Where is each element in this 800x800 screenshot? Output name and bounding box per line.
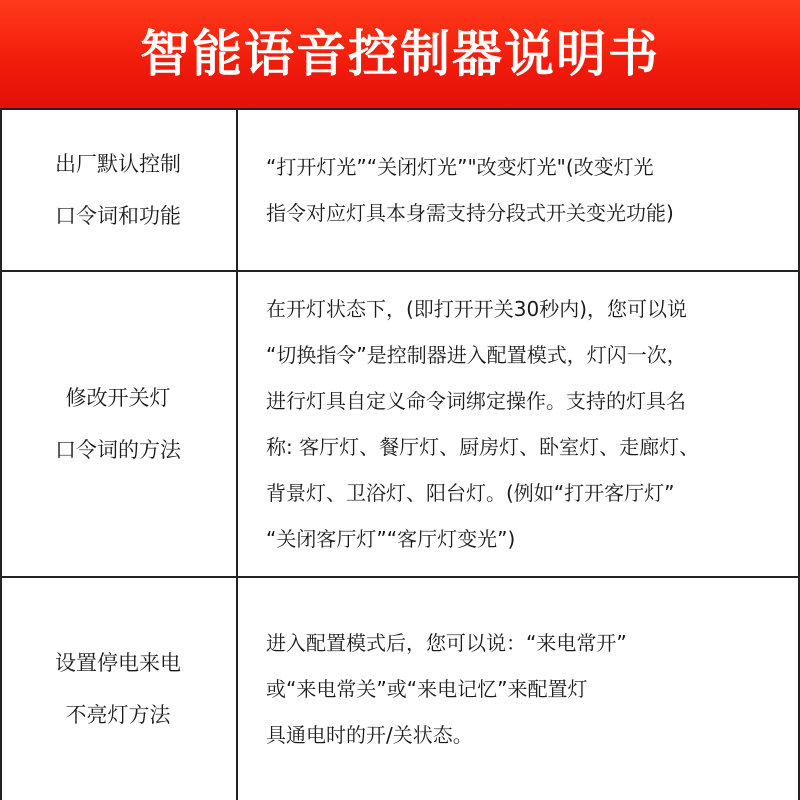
row-content-cell xyxy=(238,578,798,800)
table-row xyxy=(0,270,800,576)
row-content-line: 背景灯、卫浴灯、阳台灯。(例如“打开客厅灯” xyxy=(266,481,675,505)
row-label-cell xyxy=(0,110,236,270)
row-content-line: 指令对应灯具本身需支持分段式开关变光功能) xyxy=(266,201,674,225)
row-content-line: “打开灯光”“关闭灯光”"改变灯光"(改变灯光 xyxy=(266,155,654,179)
header-banner xyxy=(0,0,800,108)
row-label-line: 出厂默认控制 xyxy=(55,152,181,176)
row-label-line: 修改开关灯 xyxy=(65,386,171,410)
row-label-line: 不亮灯方法 xyxy=(65,703,171,727)
column-divider xyxy=(236,108,238,800)
row-content-line: 称: 客厅灯、餐厅灯、厨房灯、卧室灯、走廊灯、 xyxy=(266,435,700,459)
row-label-cell xyxy=(0,578,236,800)
row-label-cell xyxy=(0,272,236,576)
row-content-line: “关闭客厅灯”“客厅灯变光”) xyxy=(266,527,516,551)
instruction-table xyxy=(0,108,800,800)
row-content-line: “切换指令”是控制器进入配置模式，灯闪一次， xyxy=(266,343,687,367)
row-content-cell xyxy=(238,110,798,270)
row-label-line: 口令词和功能 xyxy=(55,204,181,228)
row-content-cell xyxy=(238,272,798,576)
row-content-line: 或“来电常关”或“来电记忆”来配置灯 xyxy=(266,677,588,701)
row-label-line: 设置停电来电 xyxy=(55,651,181,675)
row-content-line: 具通电时的开/关状态。 xyxy=(266,723,473,747)
row-content-line: 进入配置模式后，您可以说：“来电常开” xyxy=(266,631,627,655)
table-row xyxy=(0,108,800,270)
page-title: 智能语音控制器说明书 xyxy=(140,25,660,83)
row-label-line: 口令词的方法 xyxy=(55,438,181,462)
table-row xyxy=(0,576,800,800)
row-content-line: 在开灯状态下，(即打开开关30秒内)，您可以说 xyxy=(266,297,688,321)
table-border-left xyxy=(0,108,2,800)
row-content-line: 进行灯具自定义命令词绑定操作。支持的灯具名 xyxy=(266,389,686,413)
